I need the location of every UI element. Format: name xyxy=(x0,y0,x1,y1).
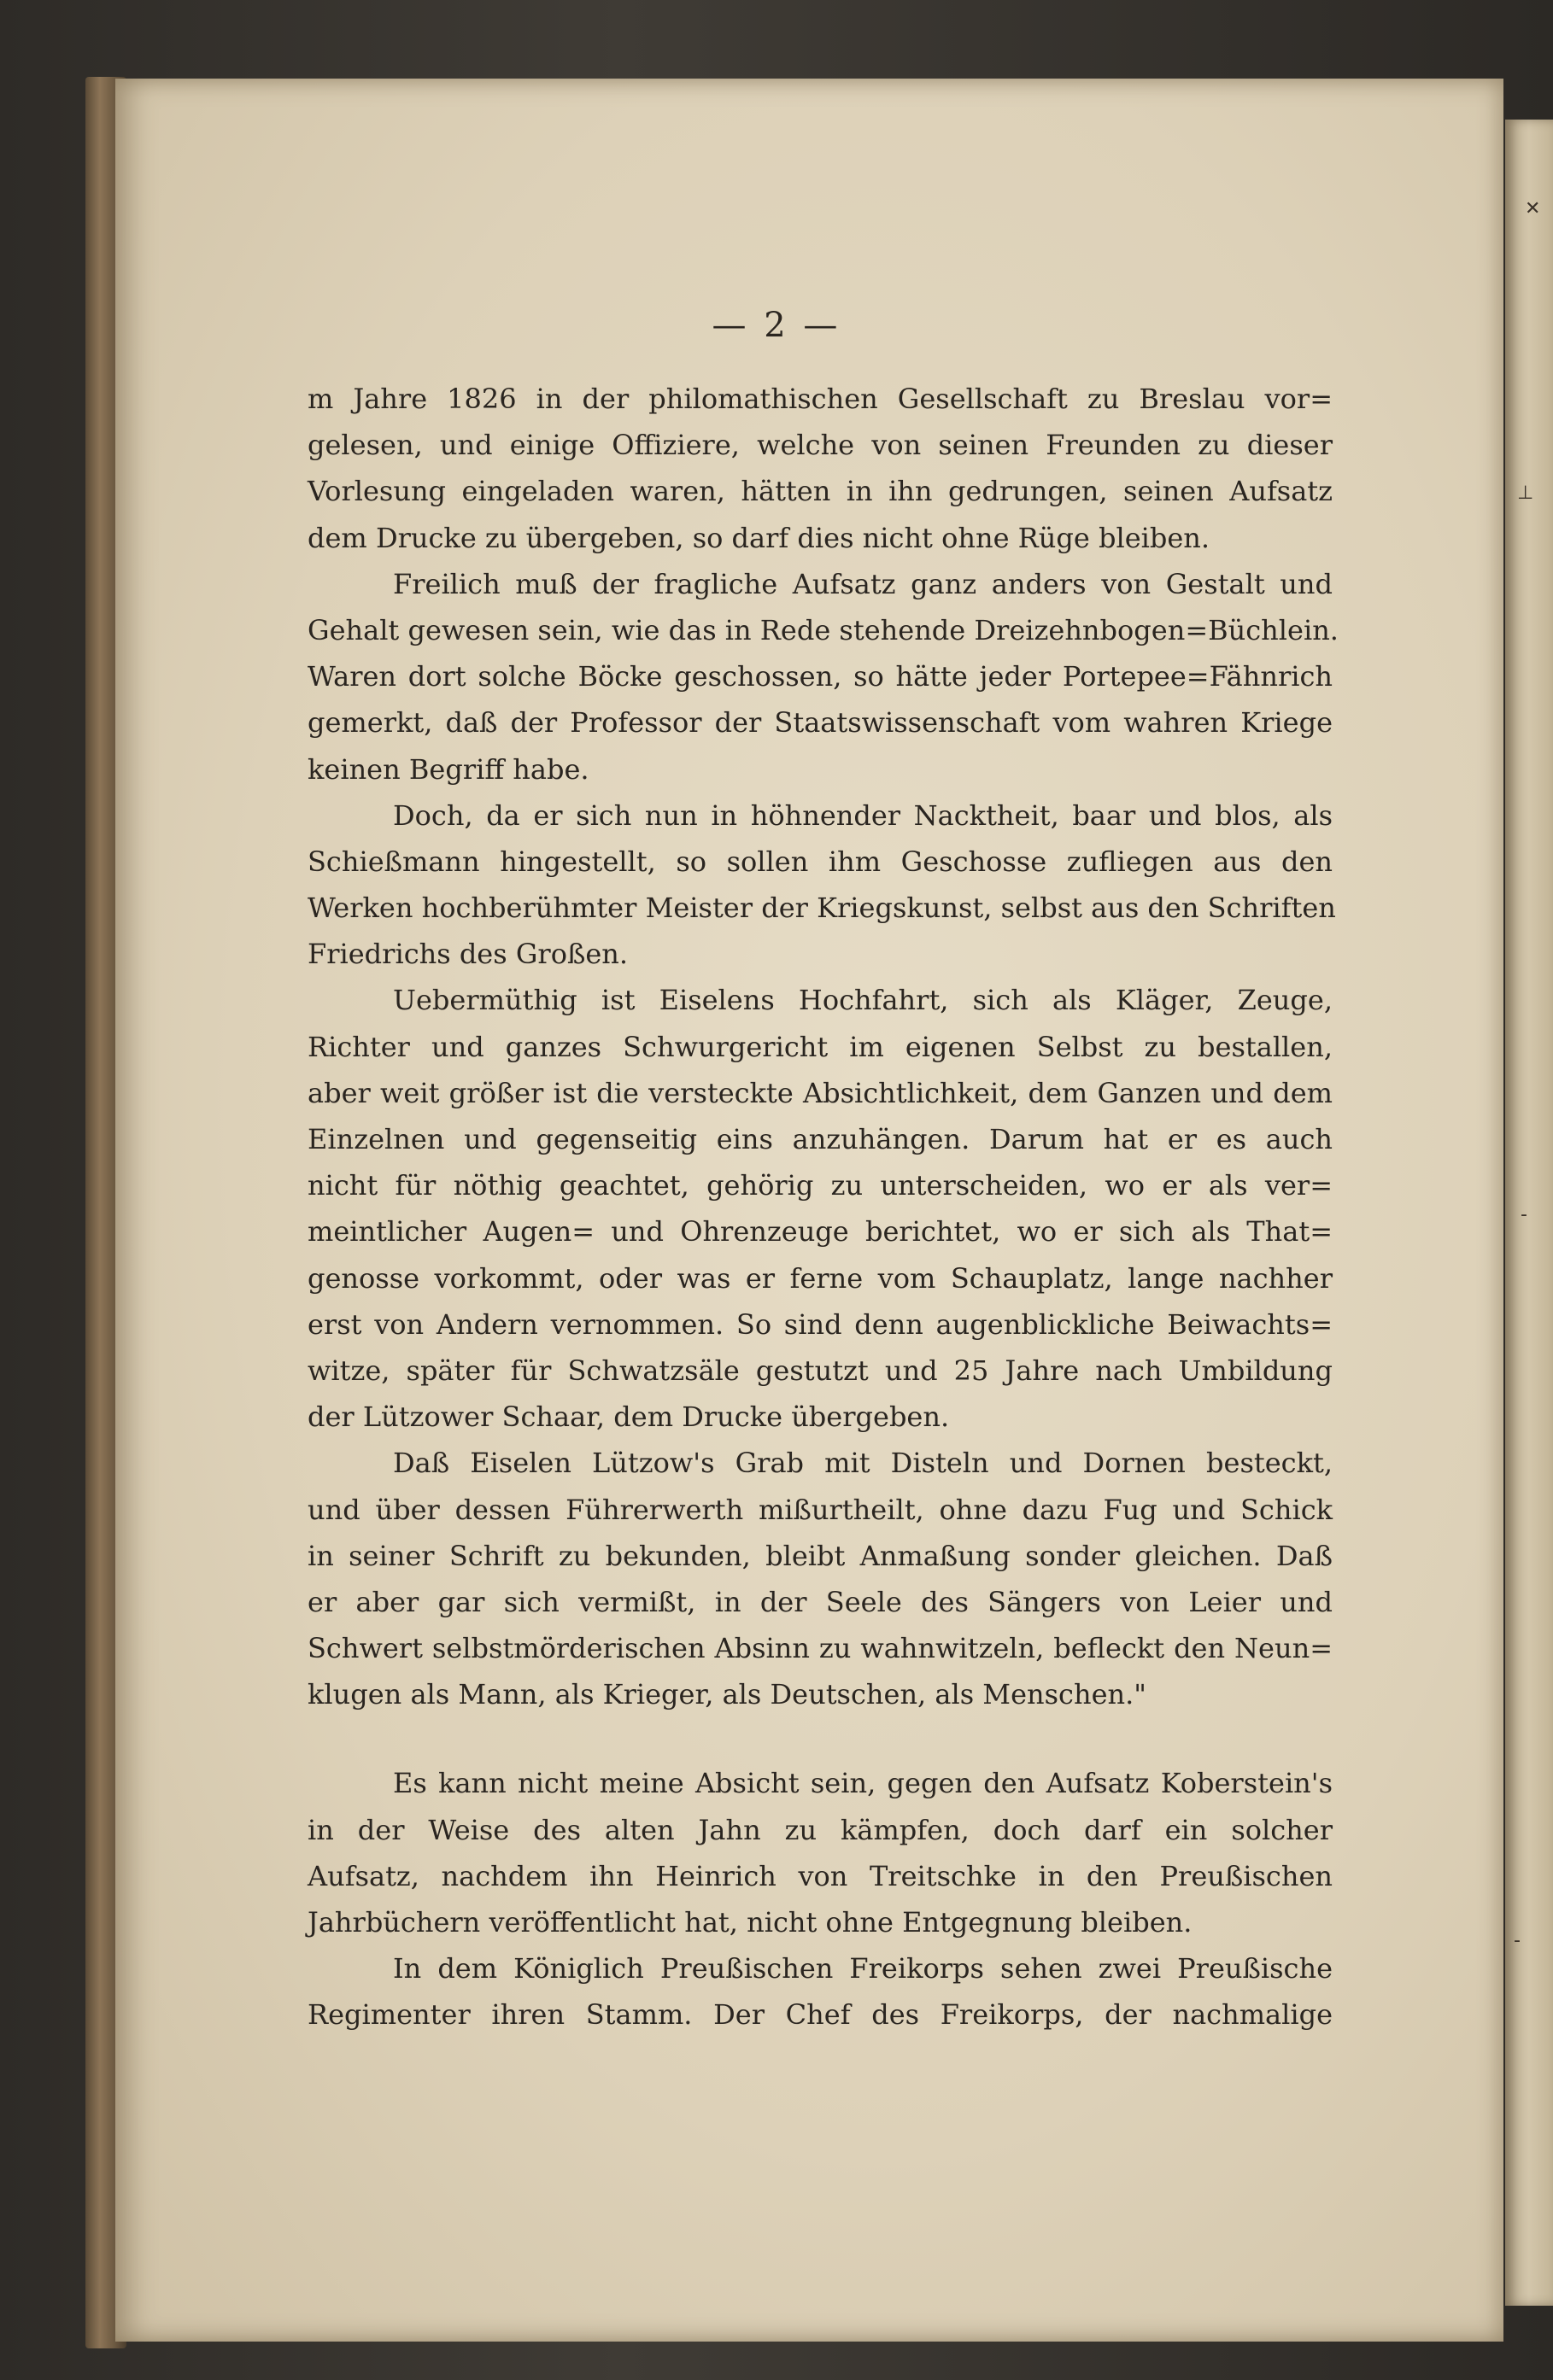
text-line: Regimenter ihren Stamm. Der Chef des Freikorps, der nachmalige xyxy=(308,1998,1333,2032)
text-line: gelesen, und einige Offiziere, welche von seinen Freunden zu dieser xyxy=(308,429,1333,462)
text-line: Waren dort solche Böcke geschossen, so hätte jeder Portepee=Fähnrich xyxy=(308,660,1333,693)
text-line: Einzelnen und gegenseitig eins anzuhängen. Darum hat er es auch xyxy=(308,1123,1333,1155)
text-line: genosse vorkommt, oder was er ferne vom Schauplatz, lange nachher xyxy=(308,1261,1333,1295)
text-line: in der Weise des alten Jahn zu kämpfen, doch darf ein solcher xyxy=(308,1813,1333,1846)
text-line: Richter und ganzes Schwurgericht im eigenen Selbst zu bestallen, xyxy=(308,1030,1333,1063)
next-page-edge xyxy=(1505,120,1553,2306)
text-line: und über dessen Führerwerth mißurtheilt, ohne dazu Fug und Schick xyxy=(308,1493,1333,1526)
text-line: witze, später für Schwatzsäle gestutzt und 25 Jahre nach Umbildung xyxy=(308,1354,1333,1387)
text-line: keinen Begriff habe. xyxy=(308,752,589,786)
text-line: er aber gar sich vermißt, in der Seele des Sängers von Leier und xyxy=(308,1585,1333,1618)
margin-mark: ⊥ xyxy=(1517,482,1534,504)
body-text xyxy=(308,376,1339,2038)
text-line: gemerkt, daß der Professor der Staatswissenschaft vom wahren Kriege xyxy=(308,706,1333,740)
text-line: Doch, da er sich nun in höhnender Nacktheit, baar und blos, als xyxy=(393,798,1333,832)
text-line: In dem Königlich Preußischen Freikorps sehen zwei Preußische xyxy=(393,1952,1333,1985)
text-line: dem Drucke zu übergeben, so darf dies nicht ohne Rüge bleiben. xyxy=(308,521,1210,554)
text-line: erst von Andern vernommen. So sind denn augenblickliche Beiwachts= xyxy=(308,1307,1333,1341)
text-line: Friedrichs des Großen. xyxy=(308,938,629,971)
text-line: Uebermüthig ist Eiselens Hochfahrt, sich als Kläger, Zeuge, xyxy=(393,984,1333,1017)
text-line: Daß Eiselen Lützow's Grab mit Disteln und Dornen besteckt, xyxy=(393,1447,1333,1480)
text-line: in seiner Schrift zu bekunden, bleibt Anmaßung sonder gleichen. Daß xyxy=(308,1539,1333,1572)
margin-mark: ✕ xyxy=(1525,198,1541,219)
margin-mark: ‐ xyxy=(1514,1930,1521,1951)
text-line: Aufsatz, nachdem ihn Heinrich von Treitschke in den Preußischen xyxy=(308,1859,1333,1892)
text-line: der Lützower Schaar, dem Drucke übergeben. xyxy=(308,1401,950,1434)
text-line: Gehalt gewesen sein, wie das in Rede stehende Dreizehnbogen=Büchlein. xyxy=(308,613,1339,646)
text-line: Vorlesung eingeladen waren, hätten in ihn gedrungen, seinen Aufsatz xyxy=(308,475,1333,508)
text-line: m Jahre 1826 in der philomathischen Gesellschaft zu Breslau vor= xyxy=(308,383,1333,415)
paragraph-gap xyxy=(308,1717,1333,1760)
page-number: — 2 — xyxy=(712,306,841,345)
text-line: Schwert selbstmörderischen Absinn zu wahnwitzeln, befleckt den Neun= xyxy=(308,1632,1333,1665)
text-line: Es kann nicht meine Absicht sein, gegen den Aufsatz Koberstein's xyxy=(393,1767,1333,1800)
text-line: nicht für nöthig geachtet, gehörig zu unterscheiden, wo er als ver= xyxy=(308,1169,1333,1202)
text-line: meintlicher Augen= und Ohrenzeuge berichtet, wo er sich als That= xyxy=(308,1215,1333,1248)
text-line: aber weit größer ist die versteckte Absichtlichkeit, dem Ganzen und dem xyxy=(308,1076,1333,1109)
text-line: Schießmann hingestellt, so sollen ihm Geschosse zufliegen aus den xyxy=(308,845,1333,878)
text-line: Freilich muß der fragliche Aufsatz ganz anders von Gestalt und xyxy=(393,567,1333,600)
margin-mark: ‐ xyxy=(1521,1204,1527,1225)
text-line: klugen als Mann, als Krieger, als Deutschen, als Menschen." xyxy=(308,1678,1146,1711)
text-line: Jahrbüchern veröffentlicht hat, nicht ohne Entgegnung bleiben. xyxy=(308,1906,1193,1939)
text-line: Werken hochberühmter Meister der Kriegskunst, selbst aus den Schriften xyxy=(308,892,1336,925)
